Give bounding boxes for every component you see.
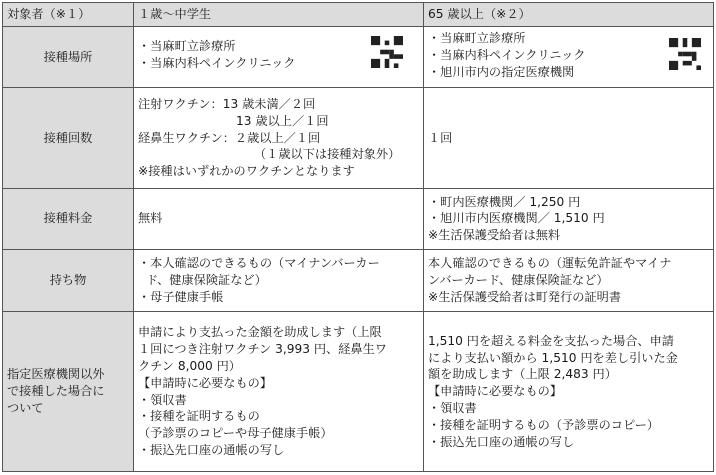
label-items: 持ち物 bbox=[3, 249, 134, 312]
place-senior-3: ・旭川市内の指定医療機関 bbox=[428, 64, 575, 79]
count-child-1: 注射ワクチン：13 歳未満／２回 bbox=[138, 96, 316, 111]
place-senior-cell bbox=[424, 27, 714, 88]
items-child-3: ・母子健康手帳 bbox=[138, 289, 224, 304]
outside-senior-cell bbox=[424, 312, 714, 472]
outside-senior-3: 額を助成します（上限 2,483 円） bbox=[428, 367, 617, 382]
row-place bbox=[3, 27, 714, 88]
row-outside bbox=[3, 312, 714, 472]
outside-senior-6: ・接種を証明するもの（予診票のコピー） bbox=[428, 417, 660, 432]
label-fee: 接種料金 bbox=[3, 188, 134, 249]
label-outside bbox=[3, 312, 134, 472]
place-child-2: ・当麻内科ペインクリニック bbox=[138, 55, 296, 70]
count-child-2: 13 歳以上／１回 bbox=[236, 113, 329, 128]
header-target: 対象者（※１） bbox=[3, 3, 134, 27]
qr-code-icon bbox=[669, 38, 701, 70]
items-child-cell bbox=[134, 249, 424, 312]
outside-child-3: クチン 8,000 円） bbox=[138, 358, 241, 373]
header-row bbox=[3, 3, 714, 27]
outside-senior-5: ・領収書 bbox=[428, 401, 477, 416]
outside-senior-2: により支払い額から 1,510 円を差し引いた金 bbox=[428, 350, 678, 365]
place-senior-1: ・当麻町立診療所 bbox=[428, 31, 526, 46]
label-count: 接種回数 bbox=[3, 87, 134, 188]
items-senior-2: ンバーカード、健康保険証など） bbox=[428, 273, 609, 287]
outside-child-6: ・接種を証明するもの bbox=[138, 409, 260, 424]
label-place: 接種場所 bbox=[3, 27, 134, 88]
fee-child-cell bbox=[134, 188, 424, 249]
qr-code-icon bbox=[371, 36, 403, 68]
items-senior-3: ※生活保護受給者は町発行の証明書 bbox=[428, 289, 622, 304]
outside-child-7: （予診票のコピーや母子健康手帳） bbox=[138, 426, 333, 441]
outside-child-5: ・領収書 bbox=[138, 392, 187, 407]
count-child-cell bbox=[134, 87, 424, 188]
outside-child-2: １回につき注射ワクチン 3,993 円、経鼻生ワ bbox=[138, 342, 387, 357]
items-child-1: ・本人確認のできるもの（マイナンバーカー bbox=[138, 256, 380, 271]
place-child-cell bbox=[134, 27, 424, 88]
outside-child-4: 【申請時に必要なもの】 bbox=[138, 375, 273, 390]
count-senior-cell bbox=[424, 87, 714, 188]
row-count bbox=[3, 87, 714, 188]
fee-senior-3: ※生活保護受給者は無料 bbox=[428, 228, 561, 243]
outside-child-8: ・振込先口座の通帳の写し bbox=[138, 443, 285, 458]
items-child-2: ド、健康保険証など） bbox=[146, 273, 267, 287]
place-child-1: ・当麻町立診療所 bbox=[138, 39, 236, 54]
outside-child-cell bbox=[134, 312, 424, 472]
header-child: １歳〜中学生 bbox=[134, 3, 424, 27]
outside-child-1: 申請により支払った金額を助成します（上限 bbox=[138, 325, 382, 340]
count-child-5: ※接種はいずれかのワクチンとなります bbox=[138, 164, 355, 179]
place-senior-2: ・当麻内科ペインクリニック bbox=[428, 47, 586, 62]
outside-senior-4: 【申請時に必要なもの】 bbox=[428, 384, 563, 399]
items-senior-cell bbox=[424, 249, 714, 312]
fee-child: 無料 bbox=[138, 211, 163, 226]
vaccination-table bbox=[2, 2, 714, 472]
count-senior: １回 bbox=[428, 130, 453, 145]
count-child-4: （１歳以下は接種対象外） bbox=[254, 147, 401, 162]
fee-senior-cell bbox=[424, 188, 714, 249]
fee-senior-1: ・町内医療機関／ 1,250 円 bbox=[428, 194, 581, 209]
outside-senior-7: ・振込先口座の通帳の写し bbox=[428, 434, 575, 449]
row-items bbox=[3, 249, 714, 312]
label-outside-2: で接種した場合に bbox=[7, 384, 105, 399]
row-fee bbox=[3, 188, 714, 249]
items-senior-1: 本人確認のできるもの（運転免許証やマイナ bbox=[428, 256, 672, 271]
label-outside-3: ついて bbox=[7, 401, 44, 416]
outside-senior-1: 1,510 円を超える料金を支払った場合、申請 bbox=[428, 333, 674, 348]
count-child-3: 経鼻生ワクチン：２歳以上／１回 bbox=[138, 130, 321, 145]
fee-senior-2: ・旭川市内医療機関／ 1,510 円 bbox=[428, 211, 605, 226]
header-senior: 65 歳以上（※２） bbox=[424, 3, 714, 27]
label-outside-1: 指定医療機関以外 bbox=[7, 367, 105, 382]
